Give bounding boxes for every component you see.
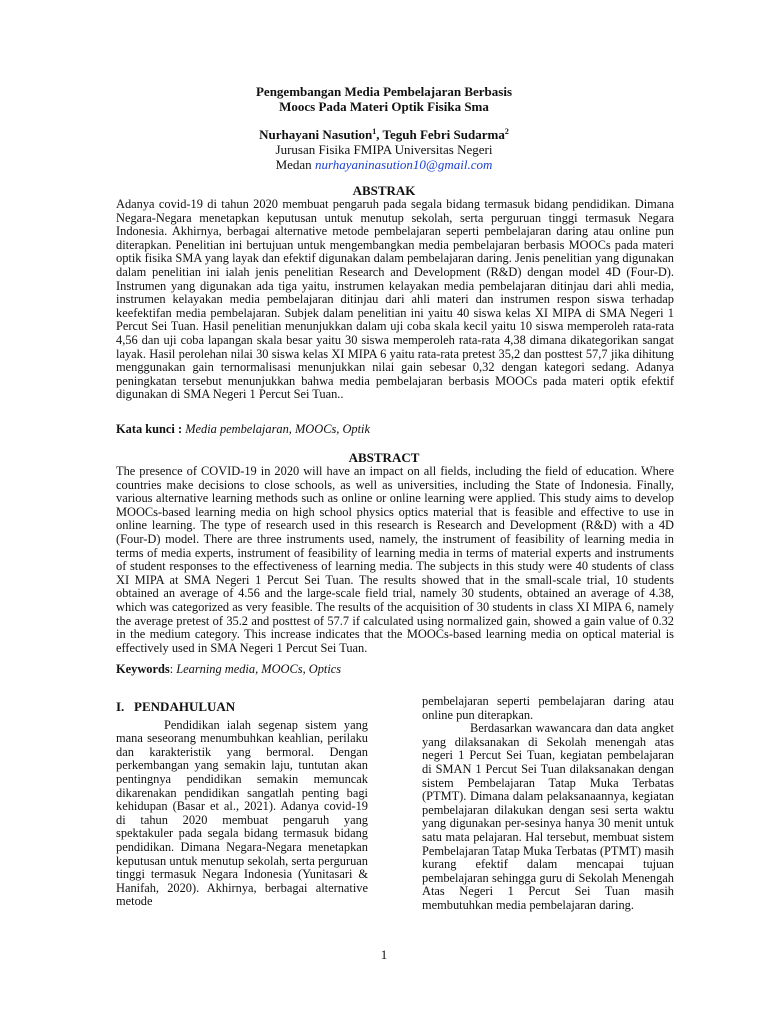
page-number: 1: [380, 947, 388, 962]
left-column: [116, 700, 368, 909]
introduction-paragraph-1-cont: pembelajaran seperti pembelajaran daring atau online pun diterapkan.: [422, 694, 674, 722]
introduction-paragraph-1: Pendidikan ialah segenap sistem yang mana seseorang menumbuhkan keahlian, perilaku dan karakteristik yang bermoral. Dengan perkembangan yang semakin laju, tuntutan akan pentingnya pendidikan semakin memuncak dikarenakan pendidikan sangatlah penting bagi kehidupan (Basar et al., 2021). Adanya covid-19 di tahun 2020 membuat pengaruh yang spektakuler pada segala bidang termasuk bidang pendidikan. Dimana Negara-Negara menetapkan keputusan untuk menutup sekolah, serta perguruan tinggi termasuk Negara Indonesia (Yunitasari & Hanifah, 2020). Akhirnya, berbagai alternative metode: [116, 717, 368, 909]
author-1: Nurhayani Nasution: [259, 127, 373, 142]
affiliation-city-email: [0, 157, 768, 172]
author-2-affiliation-mark: 2: [504, 127, 509, 136]
introduction-heading: I. PENDAHULUAN: [116, 699, 236, 714]
introduction-paragraph-2: Berdasarkan wawancara dan data angket yang dilaksanakan di Sekolah menengah atas negeri 1 Percut Sei Tuan, kegiatan pembelajaran di SMAN 1 Percut Sei Tuan dilaksanakan dengan sistem Pembelajaran Tatap Muka Terbatas (PTMT). Dimana dalam pelaksanaannya, kegiatan pembelajaran dilakukan dengan sesi serta waktu yang digunakan per-sesinya hanya 30 menit untuk satu mata pelajaran. Hal tersebut, membuat sistem Pembelajaran Tatap Muka Terbatas (PTMT) masih kurang efektif dalam mencapai tujuan pembelajaran sehingga guru di Sekolah Menengah Atas Negeri 1 Percut Sei Tuan masih membutuhkan media pembelajaran daring.: [422, 721, 674, 912]
author-email-link[interactable]: nurhayaninasution10@gmail.com: [314, 157, 493, 172]
abstract-body: The presence of COVID-19 in 2020 will have an impact on all fields, including the field of education. Where countries make decisions to close schools, as well as universities, including the State of Indonesia. Finally, various alternative learning methods such as online or online learning were applied. This study aims to develop MOOCs-based learning media on high school physics optics material that is feasible and effective to use in online learning. The type of research used in this research is Research and Development (R&D) with a 4D (Four-D) model. There are three instruments used, namely, the instrument of feasibility of learning media in terms of media experts, instrument of feasibility of learning media in terms of material experts and instruments of student responses to the effectiveness of learning media. The subjects in this study were 40 students of class XI MIPA at SMA Negeri 1 Percut Sei Tuan. The results showed that in the small-scale trial, 10 students obtained an average of 4.56 and the large-scale field trial, namely 30 students, obtained an average of 4.38, which was categorized as very feasible. The results of the acquisition of 30 students in class XI MIPA 6, namely the average pretest of 35.2 and posttest of 57.7 if calculated using normalized gain, showed a gain value of 0.32 in the medium category. This increase indicates that the MOOCs-based learning media on optical material is effectively used in SMA Negeri 1 Percut Sei Tuan.: [116, 464, 674, 655]
abstract-heading: ABSTRACT: [348, 450, 420, 465]
affiliation: Jurusan Fisika FMIPA Universitas Negeri: [275, 142, 493, 157]
abstrak-keywords-label: Kata kunci :: [116, 422, 186, 436]
author-block: [0, 127, 768, 172]
abstract-keywords: [116, 662, 674, 676]
title-line-2: Moocs Pada Materi Optik Fisika Sma: [279, 99, 489, 114]
author-2: Teguh Febri Sudarma: [382, 127, 505, 142]
abstrak-keywords-value: Media pembelajaran, MOOCs, Optik: [185, 422, 371, 436]
paper-title: [0, 84, 768, 114]
author-names: [0, 127, 768, 142]
abstrak-body: Adanya covid-19 di tahun 2020 membuat pengaruh pada segala bidang termasuk bidang pendidikan. Dimana Negara-Negara menetapkan keputusan untuk menutup sekolah, serta perguruan tinggi termasuk Negara Indonesia. Akhirnya, berbagai alternative metode pembelajaran seperti pembelajaran daring atau online pun diterapkan. Penelitian ini bertujuan untuk mengembangkan media pembelajaran berbasis MOOCs pada materi optik fisika SMA yang layak dan efektif digunakan dalam pembelajaran daring. Jenis penelitian yang digunakan dalam penelitian ini ialah jenis penelitian Research and Development (R&D) dengan model 4D (Four-D). Instrumen yang digunakan ada tiga yaitu, instrumen kelayakan media pembelajaran ditinjau dari ahli media, instrumen kelayakan media pembelajaran ditinjau dari ahli materi dan instrumen respon siswa terhadap keefektifan media pembelajaran. Subjek dalam penelitian ini yaitu 40 siswa kelas XI MIPA di SMA Negeri 1 Percut Sei Tuan. Hasil penelitian menunjukkan dalam uji coba skala kecil yaitu 10 siswa memperoleh rata-rata 4,56 dan uji coba lapangan skala besar yaitu 30 siswa memperoleh rata-rata 4,38 dimana dikategorikan sangat layak. Hasil perolehan nilai 30 siswa kelas XI MIPA 6 yaitu rata-rata pretest 35,2 dan posttest 57,7 jika dihitung menggunakan gain ternormalisasi menunjukkan nilai gain sebesar 0,32 dengan kategori sedang. Adanya peningkatan tersebut menunjukkan bahwa media pembelajaran berbasis MOOCs pada materi optik efektif digunakan di SMA Negeri 1 Percut Sei Tuan..: [116, 197, 674, 402]
title-line-1: Pengembangan Media Pembelajaran Berbasis: [255, 84, 512, 99]
right-column: [422, 695, 674, 913]
abstrak-heading: ABSTRAK: [352, 183, 416, 198]
affiliation-city: Medan: [275, 157, 312, 172]
abstract-keywords-value: Learning media, MOOCs, Optics: [176, 662, 342, 676]
author-separator: ,: [376, 127, 383, 142]
abstrak-keywords: [116, 422, 674, 436]
abstract-keywords-separator: :: [169, 662, 177, 676]
author-1-affiliation-mark: 1: [372, 127, 377, 136]
abstract-keywords-label: Keywords: [116, 662, 170, 676]
